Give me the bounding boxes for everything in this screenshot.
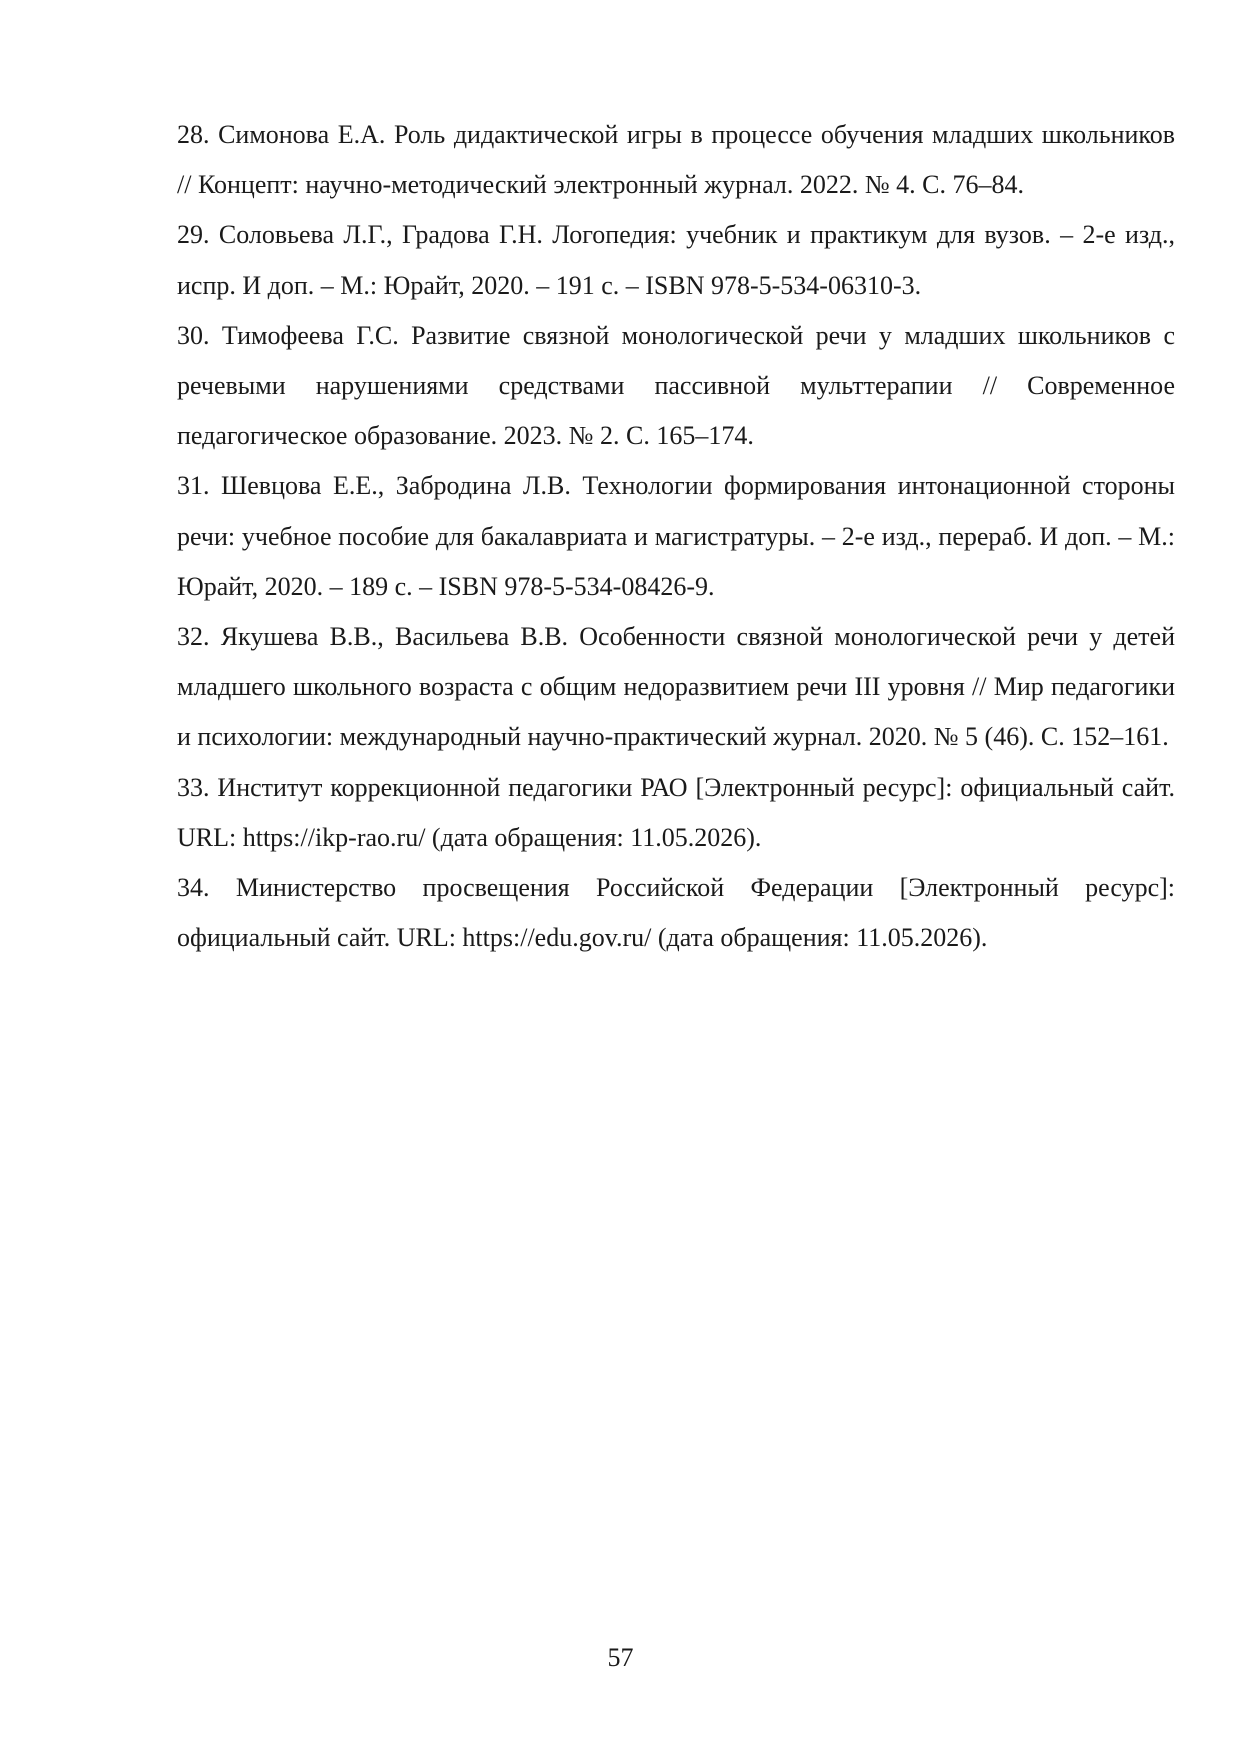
reference-item-34: 34. Министерство просвещения Российской Федерации [Электронный ресурс]: официальный сайт. URL: https://edu.gov.ru/ (дата обращения: 11.05.2026). [177,873,1175,953]
reference-item-33: 33. Институт коррекционной педагогики РАО [Электронный ресурс]: официальный сайт. URL: https://ikp-rao.ru/ (дата обращения: 11.05.2026). [177,772,1175,852]
reference-list [177,110,1175,963]
reference-item-32: 32. Якушева В.В., Васильева В.В. Особенности связной монологической речи у детей младшего школьного возраста с общим недоразвитием речи III уровня // Мир педагогики и психологии: международный научно-практический журнал. 2020. № 5 (46). С. 152–161. [177,622,1175,752]
reference-item-30: 30. Тимофеева Г.С. Развитие связной монологической речи у младших школьников с речевыми нарушениями средствами пассивной мульттерапии // Современное педагогическое образование. 2023. № 2. С. 165–174. [177,320,1175,451]
reference-item-28: 28. Симонова Е.А. Роль дидактической игры в процессе обучения младших школьников // Концепт: научно-методический электронный журнал. 2022. № 4. С. 76–84. [177,120,1175,200]
page-number: 57 [607,1643,634,1672]
reference-item-31: 31. Шевцова Е.Е., Забродина Л.В. Технологии формирования интонационной стороны речи: учебное пособие для бакалавриата и магистратуры. – 2-е изд., перераб. И доп. – М.: Юрайт, 2020. – 189 с. – ISBN 978-5-534-08426-9. [177,471,1175,601]
reference-item-29: 29. Соловьева Л.Г., Градова Г.Н. Логопедия: учебник и практикум для вузов. – 2-е изд., испр. И доп. – М.: Юрайт, 2020. – 191 с. – ISBN 978-5-534-06310-3. [177,220,1175,300]
